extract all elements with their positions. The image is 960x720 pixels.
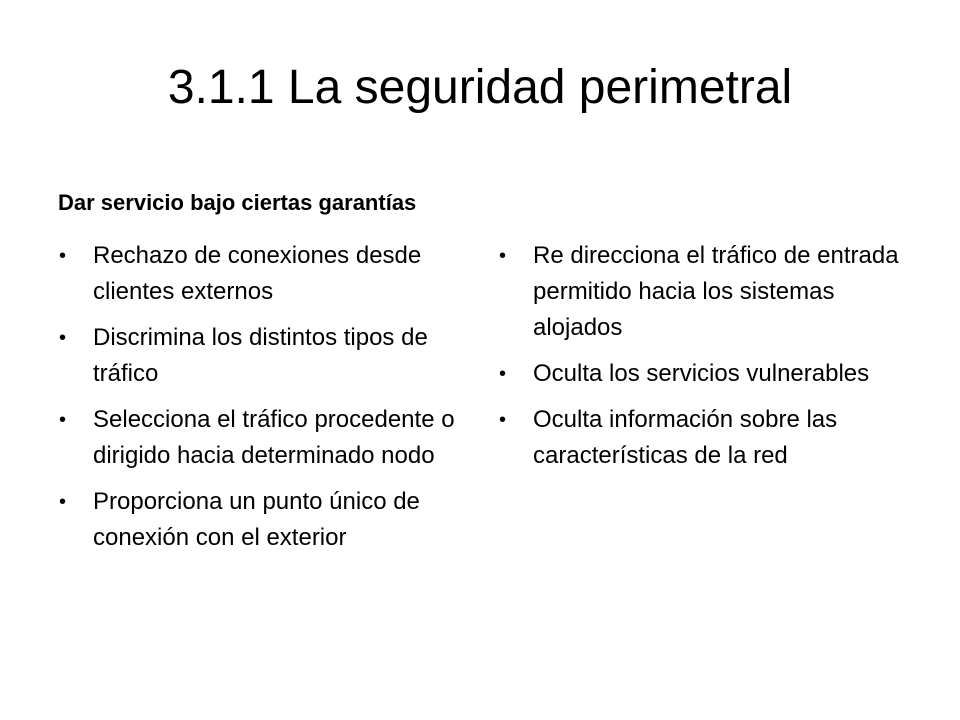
list-item	[496, 238, 906, 346]
bullet-icon: •	[59, 409, 67, 431]
right-bullet-list	[496, 238, 906, 484]
list-item	[56, 484, 466, 556]
list-item-text: Discrimina los distintos tipos de tráfico	[93, 324, 428, 387]
list-item	[496, 402, 906, 474]
slide-subtitle: Dar servicio bajo ciertas garantías	[58, 190, 417, 215]
list-item-text: Selecciona el tráfico procedente o dirigido hacia determinado nodo	[93, 406, 455, 469]
list-item	[496, 356, 906, 392]
list-item-text: Re direcciona el tráfico de entrada permitido hacia los sistemas alojados	[533, 242, 899, 341]
bullet-icon: •	[59, 245, 67, 267]
list-item-text: Oculta información sobre las características de la red	[533, 406, 838, 469]
bullet-icon: •	[499, 363, 507, 385]
bullet-icon: •	[59, 491, 67, 513]
list-item	[56, 320, 466, 392]
list-item-text: Rechazo de conexiones desde clientes externos	[93, 242, 422, 305]
list-item	[56, 238, 466, 310]
left-bullet-list	[56, 238, 466, 566]
list-item-text: Proporciona un punto único de conexión con el exterior	[93, 488, 420, 551]
slide-title: 3.1.1 La seguridad perimetral	[167, 61, 793, 114]
bullet-icon: •	[499, 245, 507, 267]
bullet-icon: •	[499, 409, 507, 431]
bullet-icon: •	[59, 327, 67, 349]
list-item-text: Oculta los servicios vulnerables	[533, 360, 870, 387]
list-item	[56, 402, 466, 474]
